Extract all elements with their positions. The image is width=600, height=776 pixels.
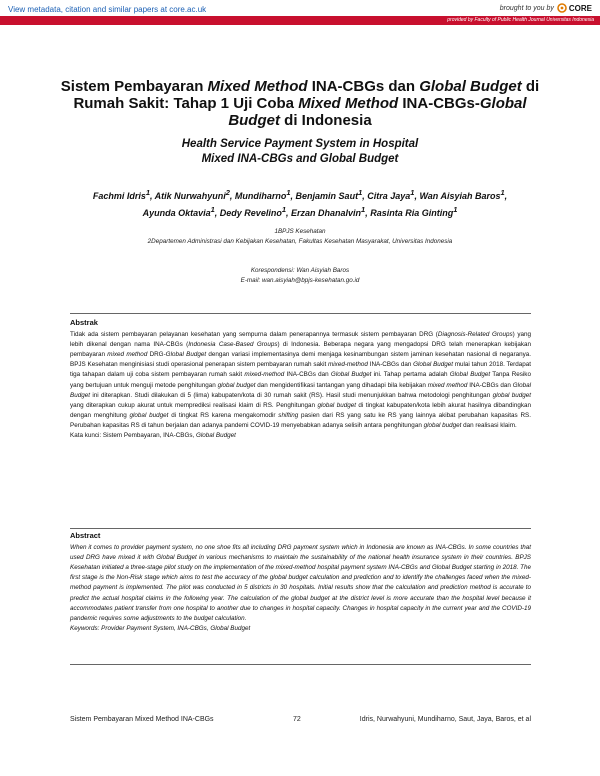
divider-middle xyxy=(70,528,531,529)
correspondence-block xyxy=(60,266,540,286)
affiliation-2: 2Departemen Administrasi dan Kebijakan Kesehatan, Fakultas Kesehatan Masyarakat, Universitas Indonesia xyxy=(147,238,453,245)
core-logo[interactable] xyxy=(557,3,592,13)
correspondence-email[interactable]: E-mail: wan.aisyiah@bpjs-kesehatan.go.id xyxy=(240,277,360,284)
footer-authors: Idris, Nurwahyuni, Mundiharno, Saut, Jaya, Baros, et al xyxy=(359,716,531,723)
provider-band xyxy=(0,16,600,25)
english-title-line-2: Mixed INA-CBGs and Global Budget xyxy=(201,153,399,165)
abstrak-section xyxy=(70,318,531,441)
correspondence-name: Korespondensi: Wan Aisyiah Baros xyxy=(250,267,350,274)
author-line-1: Fachmi Idris$^1$, Atik Nurwahyuni$^2$, Mundiharno$^1$, Benjamin Saut$^1$, Citra Jaya$^1$, Wan Aisyiah Baros$^1$, xyxy=(92,188,508,201)
author-list xyxy=(70,186,530,220)
provided-by-label: provided by Faculty of Public Health Journal Universitas Indonesia xyxy=(447,17,594,23)
abstrak-heading: Abstrak xyxy=(70,318,98,327)
footer-running-title: Sistem Pembayaran Mixed Method INA-CBGs xyxy=(70,716,214,723)
core-label: CORE xyxy=(568,3,592,13)
kata-kunci: Kata kunci: Sistem Pembayaran, INA-CBGs, Global Budget xyxy=(70,432,236,440)
abstract-heading: Abstract xyxy=(70,531,101,540)
affiliations xyxy=(60,227,540,247)
keywords: Keywords: Provider Payment System, INA-CBGs, Global Budget xyxy=(70,624,251,632)
affiliation-1: 1BPJS Kesehatan xyxy=(274,228,326,235)
english-title xyxy=(80,137,520,167)
page-number: 72 xyxy=(293,716,301,723)
divider-top xyxy=(70,313,531,314)
abstract-text: When it comes to provider payment system, no one shoe fits all including DRG payment system which in Indonesia are known as INA-CBGs. In some countries that used DRG have mixed it with Global Budget in various mechanisms to maintain the sustainability of the national health insurance system in their countries. BPJS Kesehatan initiated a three-stage pilot study on the implementation of the mixed-method hospital payment system INA-CBGs and Global Budget starting in 2018. The first stage is the Non-Risk stage which aims to test the accuracy of the global budget calculation and prediction and to identify the challenges faced when the mixed-method payment is implemented. The pilot was conducted in 5 districts in 30 hospitals. Initial results show that the calculation and prediction method is accurate to predict the actual hospital claims in the following year. The calculation of the global budget at the district level is more accurate than the hospital level because it accommodates patient transfer from one hospital to another due to changes in hospital capacity. Changes in hospital capacity in the current year and the COVID-19 pandemic requires some adjustments to the budget calculation. xyxy=(70,544,531,622)
divider-bottom xyxy=(70,664,531,665)
core-branding xyxy=(500,3,592,13)
english-title-line-1: Health Service Payment System in Hospital xyxy=(181,138,419,150)
metadata-link[interactable]: View metadata, citation and similar papers at core.ac.uk xyxy=(8,5,207,14)
author-line-2: Ayunda Oktavia$^1$, Dedy Revelino$^1$, Erzan Dhanalvin$^1$, Rasinta Ria Ginting$^1$ xyxy=(142,205,458,218)
brought-by-label: brought to you by xyxy=(499,4,554,12)
core-logo-icon xyxy=(557,3,567,13)
paper-title: Sistem Pembayaran Mixed Method INA-CBGs dan Global Budget di Rumah Sakit: Tahap 1 Uji Coba Mixed Method INA-CBGs-Global Budget di Indonesia xyxy=(60,78,540,129)
abstrak-text: Tidak ada sistem pembayaran pelayanan kesehatan yang sempurna dalam penerapannya termasuk sistem pembayaran DRG (Diagnosis-Related Groups) yang lebih dikenal dengan nama INA-CBGs (Indonesia Case-Based Groups) di Indonesia. Beberapa negara yang mengadopsi DRG telah menerapkan kebijakan pembayaran mixed method DRG-Global Budget dengan variasi implementasinya demi menjaga kesinambungan sistem jaminan kesehatan nasional di negaranya. BPJS Kesehatan menginisiasi studi operasional penerapan sistem pembayaran rumah sakit mixed-method INA-CBGs dan Global Budget mulai tahun 2018. Terdapat tiga tahapan dalam uji coba sistem pembayaran rumah sakit mixed-method INA-CBGs dan Global Budget ini. Tahap pertama adalah Global Budget Tanpa Resiko yang bertujuan untuk menguji metode penghitungan global budget dan mengidentifikasi tantangan yang dihadapi bila kebijakan mixed method INA-CBGs dan Global Budget ini diterapkan. Studi dilakukan di 5 (lima) kabupaten/kota di 30 rumah sakit (RS). Hasil studi menunjukkan bahwa metodologi penghitungan global budget yang diterapkan cukup akurat untuk memprediksi realisasi klaim di RS. Penghitungan global budget di tingkat kabupaten/kota lebih akurat hasilnya dibandingkan dengan menghitung global budget di tingkat RS karena mengakomodir shifting pasien dari RS yang satu ke RS yang lainnya akibat perubahan kapasitas RS. Perubahan kapasitas RS di tahun berjalan dan adanya pandemi COVID-19 menyebabkan adanya selisih antara penghitungan global budget dan realisasi klaim. xyxy=(70,331,532,429)
abstract-section xyxy=(70,531,531,634)
